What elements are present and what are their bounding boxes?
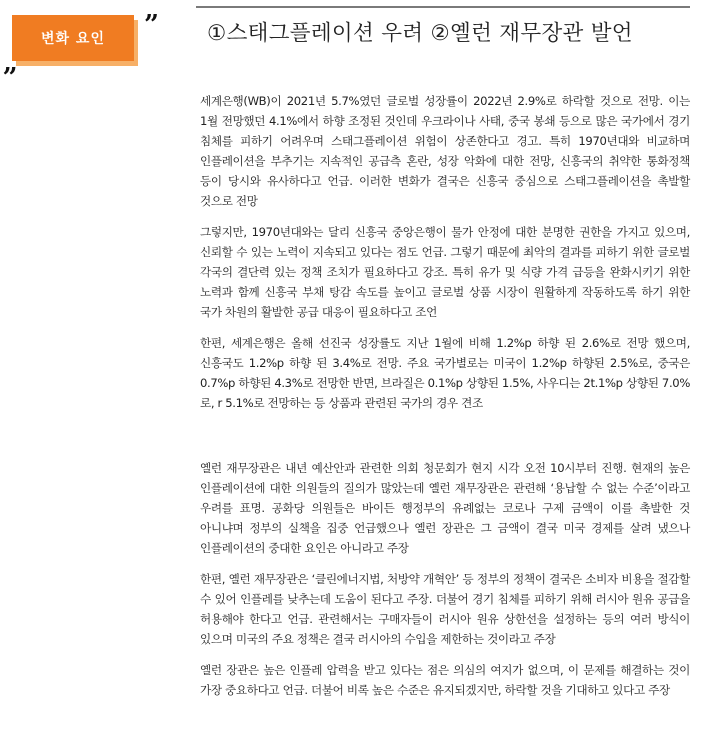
paragraph: 세계은행(WB)이 2021년 5.7%였던 글로벌 성장률이 2022년 2.9%로 하락할 것으로 전망. 이는 1월 전망했던 4.1%에서 하향 조정된 것인데 우크라이나 사태, 중국 봉쇄 등으로 많은 국가에서 경기 침체를 피하기 어려우며 스태그플레이션 위험이 상존한다고 경고. 특히 1970년대와 비교하며 인플레이션을 부추기는 지속적인 공급측 혼란, 성장 악화에 대한 전망, 신흥국의 취약한 통화정책 등이 당시와 유사하다고 언급. 이러한 변화가 결국은 신흥국 중심으로 스태그플레이션을 촉발할 것으로 전망 [200,94,690,208]
close-quote-icon: ” [144,10,159,40]
paragraph: 그렇지만, 1970년대와는 달리 신흥국 중앙은행이 물가 안정에 대한 분명한 권한을 가지고 있으며, 신뢰할 수 있는 노력이 지속되고 있다는 점도 언급. 그렇기 때문에 최악의 결과를 피하기 위한 글로벌 각국의 결단력 있는 정책 조치가 필요하다고 강조. 특히 유가 및 식량 가격 급등을 완화시키기 위한 노력과 함께 신흥국 부채 탕감 속도를 높이고 글로벌 상품 시장이 원활하게 작동하도록 하기 위한 국가 차원의 활발한 공급 대응이 필요하다고 조언 [200,225,690,319]
paragraph: 한편, 옐런 재무장관은 ‘클린에너지법, 처방약 개혁안’ 등 정부의 정책이 결국은 소비자 비용을 절감할 수 있어 인플레를 낮추는데 도움이 된다고 주장. 더불어 경기 침체를 피하기 위해 러시아 원유 공급을 허용해야 한다고 언급. 관련해서는 구매자들이 러시아 원유 상한선을 설정하는 등의 여러 방식이 있으며 미국의 주요 정책은 결국 러시아의 수입을 제한하는 것이라고 주장 [200,572,690,646]
open-quote-icon: „ [3,48,18,78]
section-spacer [200,424,690,458]
article-body [200,91,690,711]
badge-label: 변화 요인 [12,15,134,61]
top-divider [196,6,690,8]
paragraph: 한편, 세계은행은 올해 선진국 성장률도 지난 1월에 비해 1.2%p 하향 된 2.6%로 전망 했으며, 신흥국도 1.2%p 하향 된 3.4%로 전망. 주요 국가별로는 미국이 1.2%p 하향된 2.5%로, 중국은 0.7%p 하향된 4.3%로 전망한 반면, 브라질은 0.1%p 상향된 1.5%, 사우디는 2t.1%p 상향된 7.0%로, r 5.1%로 전망하는 등 상품과 관련된 국가의 경우 견조 [200,336,690,410]
paragraph: 옐런 장관은 높은 인플레 압력을 받고 있다는 점은 의심의 여지가 없으며, 이 문제를 해결하는 것이 가장 중요하다고 언급. 더불어 비록 높은 수준은 유지되겠지만, 하락할 것을 기대하고 있다고 주장 [200,663,690,697]
paragraph: 옐런 재무장관은 내년 예산안과 관련한 의회 청문회가 현지 시각 오전 10시부터 진행. 현재의 높은 인플레이션에 대한 의원들의 질의가 많았는데 옐런 재무장관은 관련해 ‘용납할 수 없는 수준’이라고 우려를 표명. 공화당 의원들은 바이든 행정부의 유례없는 코로나 구제 금액이 이를 촉발한 것 아니냐며 정부의 실책을 집중 언급했으나 옐런 장관은 그 금액이 결국 미국 경제를 살려 냈으나 인플레이션의 중대한 요인은 아니라고 주장 [200,461,690,555]
section-badge [0,0,170,80]
page-title: ①스태그플레이션 우려 ②옐런 재무장관 발언 [207,21,633,46]
